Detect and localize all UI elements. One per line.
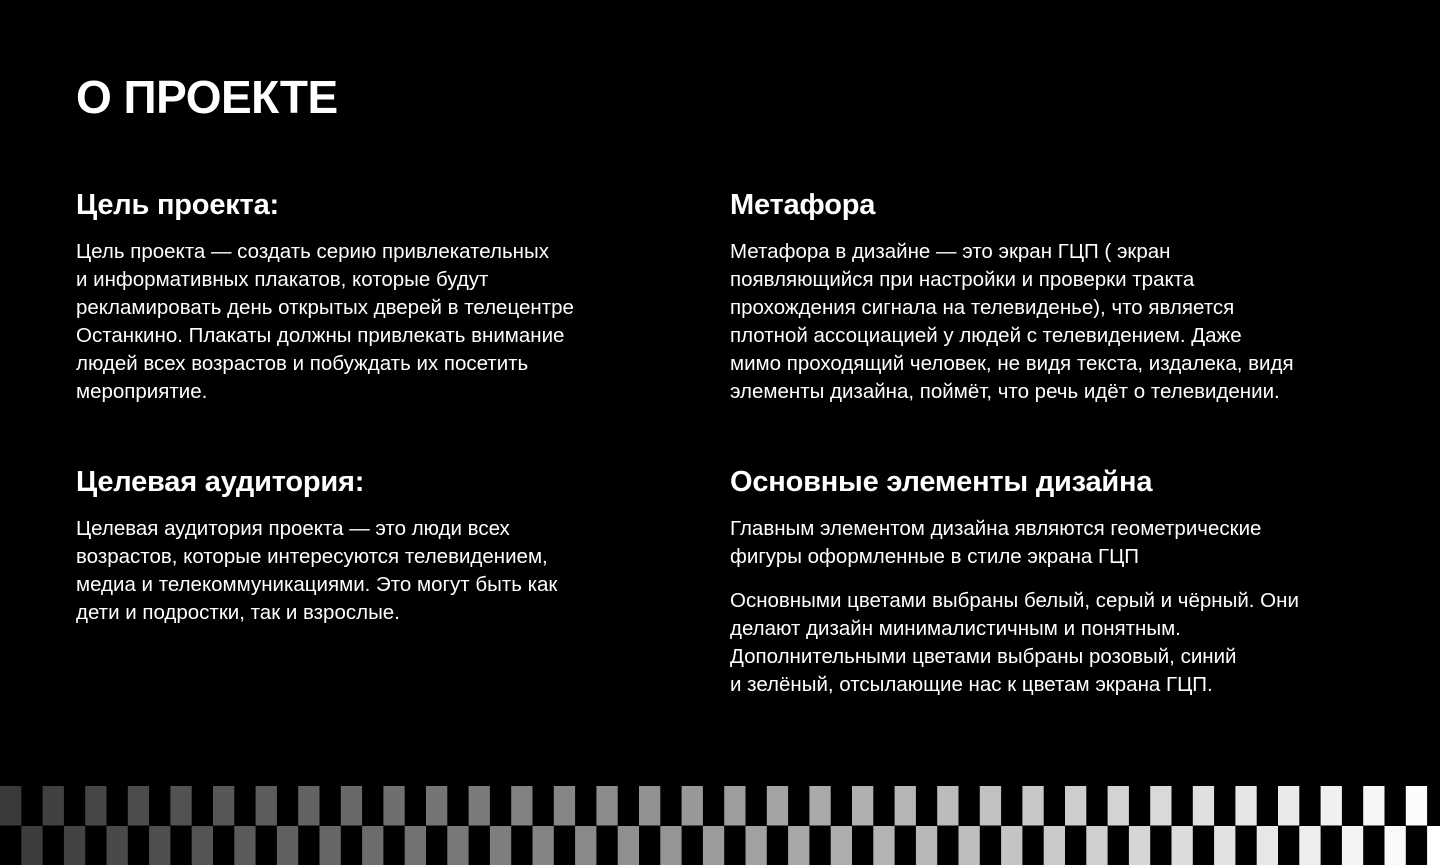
checker-cell [596, 786, 617, 826]
checker-cell [1065, 786, 1086, 826]
section-metaphor [730, 188, 1370, 406]
page-title: О ПРОЕКТЕ [76, 71, 338, 123]
checker-cell [192, 826, 213, 865]
checker-cell [213, 786, 234, 826]
checker-cell [1150, 786, 1171, 826]
checker-cell [873, 826, 894, 865]
checker-cell [149, 826, 170, 865]
checker-cell [682, 786, 703, 826]
checker-cell [511, 786, 532, 826]
checker-cell [383, 786, 404, 826]
checker-cell [554, 786, 575, 826]
checker-cell [575, 826, 596, 865]
section-goal [76, 188, 656, 406]
section-goal-heading: Цель проекта: [76, 189, 279, 221]
checker-cell [980, 786, 1001, 826]
checker-cell [788, 826, 809, 865]
checker-cell [703, 826, 724, 865]
checker-cell [277, 826, 298, 865]
checker-cell [533, 826, 554, 865]
checker-cell [1129, 826, 1150, 865]
checker-cell [1363, 786, 1384, 826]
checker-cell [256, 786, 277, 826]
checker-cell [107, 826, 128, 865]
checker-cell [618, 826, 639, 865]
checker-cell [724, 786, 745, 826]
checker-cell [660, 826, 681, 865]
checker-cell [639, 786, 660, 826]
checker-cell [809, 786, 830, 826]
checker-cell [128, 786, 149, 826]
checker-cell [1342, 826, 1363, 865]
checker-cell [43, 786, 64, 826]
checker-cell [490, 826, 511, 865]
checker-cell [1108, 786, 1129, 826]
checker-cell [170, 786, 191, 826]
checker-cell [405, 826, 426, 865]
checker-cell [1427, 826, 1440, 865]
checker-cell [1321, 786, 1342, 826]
section-design-elements-heading: Основные элементы дизайна [730, 466, 1153, 498]
checker-cell [447, 826, 468, 865]
checker-cell [85, 786, 106, 826]
checker-cell [831, 826, 852, 865]
checker-cell [0, 786, 21, 826]
section-design-elements [730, 465, 1370, 699]
checker-cell [746, 826, 767, 865]
checker-cell [1235, 786, 1256, 826]
checker-cell [1086, 826, 1107, 865]
checker-cell [895, 786, 916, 826]
section-audience-heading: Целевая аудитория: [76, 466, 365, 498]
checker-cell [362, 826, 383, 865]
checker-cell [1022, 786, 1043, 826]
section-design-elements-text-1: Главным элементом дизайна являются геометрические фигуры оформленные в стиле экрана ГЦП [730, 517, 1262, 568]
checker-cell [852, 786, 873, 826]
checker-cell [320, 826, 341, 865]
checker-cell [1299, 826, 1320, 865]
checker-cell [469, 786, 490, 826]
section-design-elements-text-2: Основными цветами выбраны белый, серый и чёрный. Они делают дизайн минималистичным и понятным. Дополнительными цветами выбраны розовый, синий и зелёный, отсылающие нас к цветам экрана ГЦП. [730, 589, 1299, 696]
section-metaphor-text: Метафора в дизайне — это экран ГЦП ( экран появляющийся при настройки и проверки тракта прохождения сигнала на телевиденье), что является плотной ассоциацией у людей с телевидением. Даже мимо проходящий человек, не видя текста, издалека, видя элементы дизайна, поймёт, что речь идёт о телевидении. [730, 240, 1294, 403]
checker-cell [21, 826, 42, 865]
checker-cell [1044, 826, 1065, 865]
checker-cell [1001, 826, 1022, 865]
checker-cell [64, 826, 85, 865]
checker-cell [1385, 826, 1406, 865]
checker-cell [1406, 786, 1427, 826]
checker-cell [1278, 786, 1299, 826]
checker-cell [426, 786, 447, 826]
checker-cell [959, 826, 980, 865]
checker-pattern-graphic [0, 786, 1440, 865]
checker-cell [1193, 786, 1214, 826]
section-goal-text: Цель проекта — создать серию привлекательных и информативных плакатов, которые будут рекламировать день открытых дверей в телецентре Останкино. Плакаты должны привлекать внимание людей всех возрастов и побуждать их посетить мероприятие. [76, 240, 574, 403]
checker-cell [1172, 826, 1193, 865]
section-audience-text: Целевая аудитория проекта — это люди всех возрастов, которые интересуются телевидением, медиа и телекоммуникациями. Это могут быть как дети и подростки, так и взрослые. [76, 517, 558, 624]
checker-pattern-strip [0, 786, 1440, 865]
checker-cell [1214, 826, 1235, 865]
section-metaphor-heading: Метафора [730, 189, 876, 221]
section-audience [76, 465, 656, 627]
checker-cell [916, 826, 937, 865]
checker-cell [341, 786, 362, 826]
checker-cell [298, 786, 319, 826]
checker-cell [767, 786, 788, 826]
checker-cell [1257, 826, 1278, 865]
checker-cell [937, 786, 958, 826]
checker-cell [234, 826, 255, 865]
